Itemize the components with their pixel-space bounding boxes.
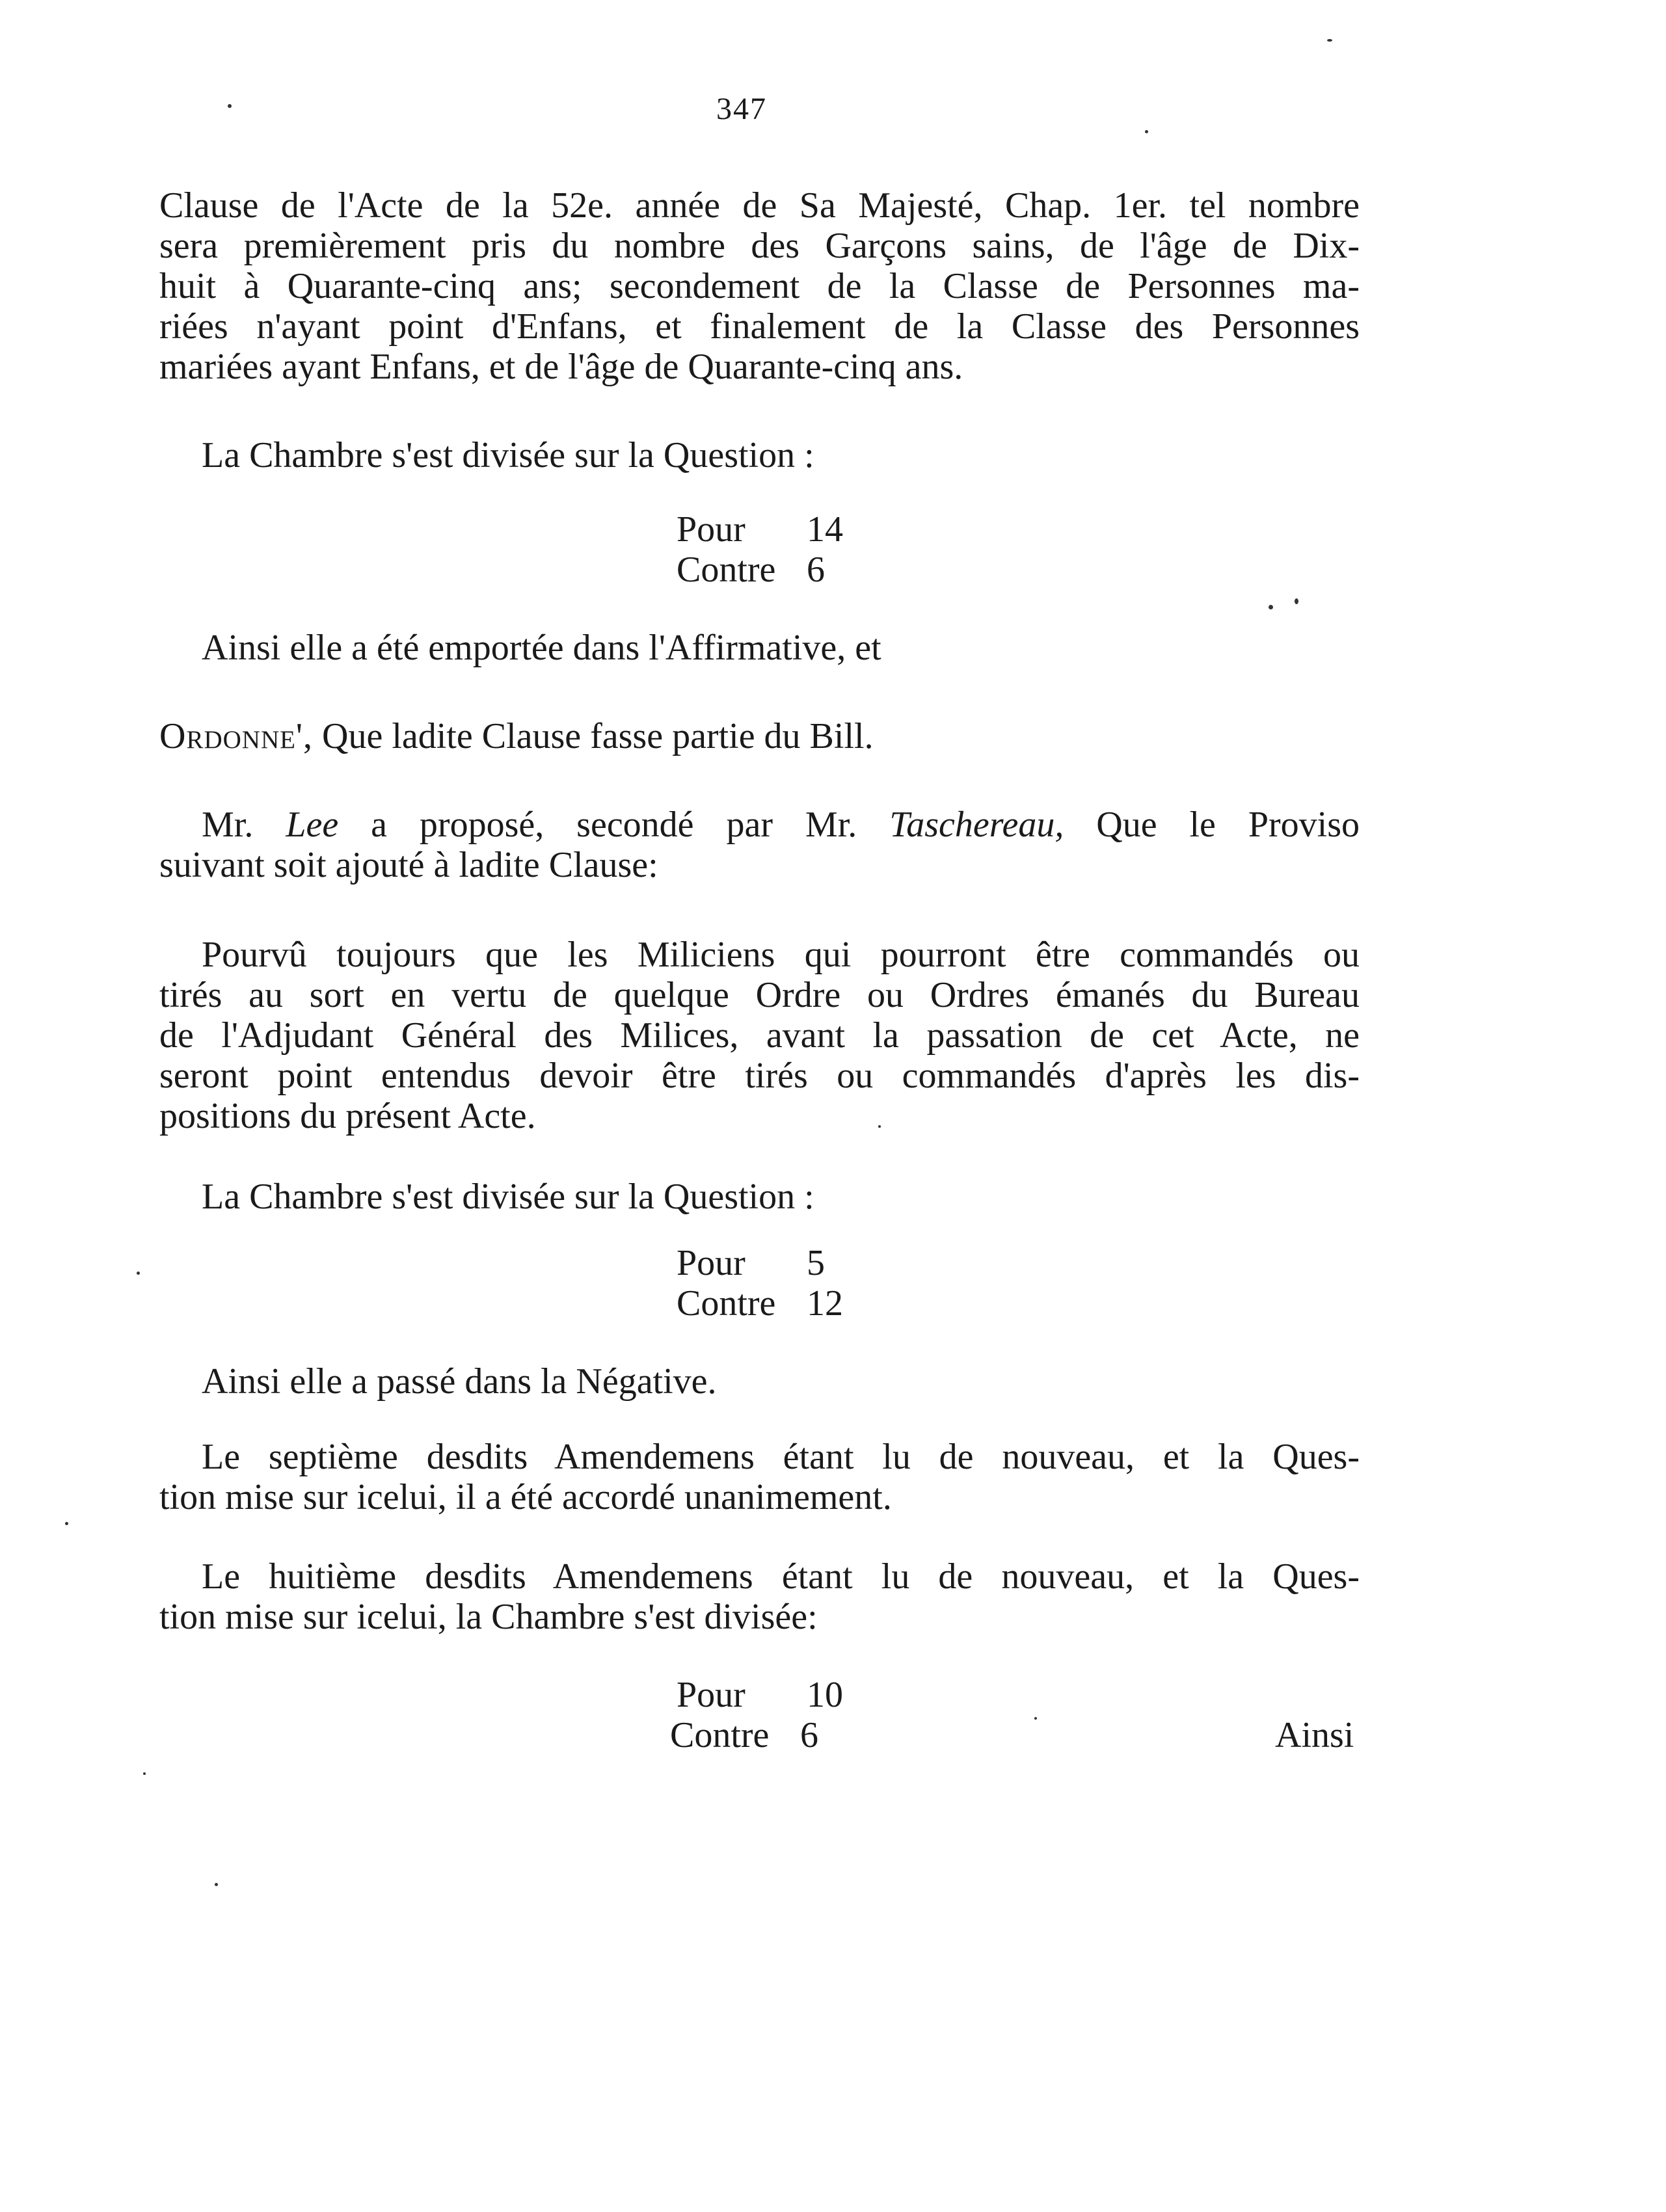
text-span: Mr. [202,805,286,845]
scan-speck [1269,605,1273,609]
scan-speck [1145,130,1148,133]
text-line: tion mise sur icelui, il a été accordé unanimement. [159,1477,892,1517]
vote-label: Contre [670,1715,770,1755]
scan-speck [1295,598,1298,604]
text-line: suivant soit ajouté à ladite Clause: [159,845,658,885]
text-span: a proposé, secondé par Mr. [338,805,890,845]
page-number: 347 [716,92,767,126]
text-span: Que le Proviso [1064,805,1360,845]
name-taschereau: Taschereau, [889,805,1064,845]
scan-speck [228,104,232,108]
text-line: La Chambre s'est divisée sur la Question : [202,1177,814,1217]
text-span: Que ladite Clause fasse partie du Bill. [313,716,874,756]
catchword: Ainsi [1275,1715,1354,1755]
scan-speck [65,1522,68,1525]
text-line: sera premièrement pris du nombre des Garçons sains, de l'âge de Dix- [159,226,1360,266]
scan-speck [143,1772,146,1775]
text-line: Ainsi elle a passé dans la Négative. [202,1361,717,1402]
vote-pour [677,1677,859,1713]
text-line [202,806,1360,843]
vote-value: 5 [807,1243,825,1283]
scan-speck [878,1125,881,1128]
ordonne-heading: Ordonne', [159,716,314,756]
vote-pour [677,511,859,548]
text-line: de l'Adjudant Général des Milices, avant la passation de cet Acte, ne [159,1015,1360,1056]
scan-speck [215,1883,218,1886]
scan-speck [137,1272,140,1275]
text-line: La Chambre s'est divisée sur la Question : [202,435,814,475]
vote-label: Contre [677,1283,776,1324]
text-line: Pourvû toujours que les Miliciens qui pourront être commandés ou [202,935,1360,975]
text-line: positions du présent Acte. [159,1096,536,1136]
text-line: Clause de l'Acte de la 52e. année de Sa Majesté, Chap. 1er. tel nombre [159,185,1360,226]
text-line: tion mise sur icelui, la Chambre s'est divisée: [159,1597,818,1637]
text-line: riées n'ayant point d'Enfans, et finalement de la Classe des Personnes [159,306,1360,347]
scan-speck [1327,39,1332,42]
text-line: tirés au sort en vertu de quelque Ordre ou Ordres émanés du Bureau [159,975,1360,1015]
vote-label: Pour [677,1243,746,1283]
vote-value: 6 [807,550,825,590]
vote-value: 14 [807,509,843,550]
text-line: seront point entendus devoir être tirés ou commandés d'après les dis- [159,1056,1360,1096]
vote-value: 10 [807,1675,843,1715]
vote-value: 12 [807,1283,843,1324]
scan-speck [1034,1717,1037,1720]
vote-label: Pour [677,509,746,550]
text-line: Le huitième desdits Amendemens étant lu de nouveau, et la Ques- [202,1556,1360,1597]
text-line: Le septième desdits Amendemens étant lu de nouveau, et la Ques- [202,1437,1360,1477]
text-line: mariées ayant Enfans, et de l'âge de Quarante-cinq ans. [159,347,963,387]
name-lee: Lee [286,805,339,845]
vote-contre [677,1285,859,1322]
text-line [159,718,1360,754]
vote-value: 6 [800,1715,818,1755]
text-line: huit à Quarante-cinq ans; secondement de la Classe de Personnes ma- [159,266,1360,306]
vote-contre [670,1717,852,1753]
vote-label: Pour [677,1675,746,1715]
vote-pour [677,1245,859,1281]
vote-label: Contre [677,550,776,590]
text-line: Ainsi elle a été emportée dans l'Affirmative, et [202,628,881,668]
vote-contre [677,552,859,588]
